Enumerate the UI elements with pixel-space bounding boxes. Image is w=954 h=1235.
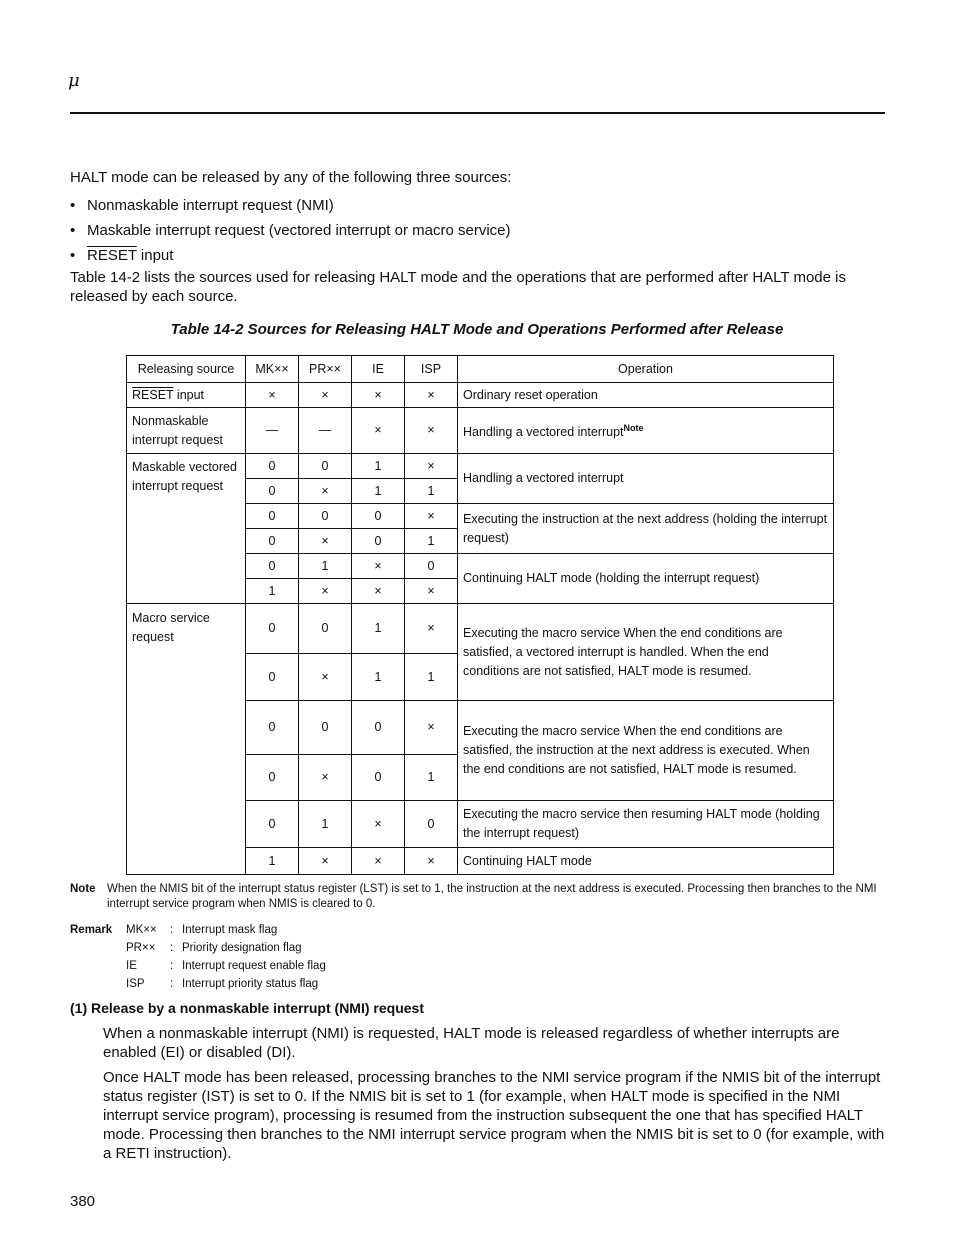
remark-colon: : [170,978,174,990]
page-number: 380 [70,1193,96,1210]
operation: Ordinary reset operation [458,383,834,408]
cell-value: 0 [246,529,299,554]
cell-value: × [405,383,458,408]
cell-value: 0 [352,504,405,529]
reset-suffix: input [173,387,205,402]
remark-key: ISP [126,978,145,990]
table-row [127,604,834,654]
intro-text: HALT mode can be released by any of the following three sources: [70,169,512,186]
cell-value: 1 [352,654,405,701]
cell-value: 0 [299,454,352,479]
cell-value: 0 [299,604,352,654]
cell-value: 1 [352,454,405,479]
reset-signal: RESET [132,387,174,402]
th-operation: Operation [458,356,834,383]
cell-value: × [299,579,352,604]
source-reset [127,383,246,408]
cell-value: 0 [299,504,352,529]
operation: Executing the macro service When the end conditions are satisfied, the instruction at the next address is executed. When the end conditions are not satisfied, HALT mode is resumed. [458,701,834,801]
bullet-nmi [70,196,334,215]
table-intro-text: Table 14-2 lists the sources used for releasing HALT mode and the operations that are performed after HALT mode is released by each source. [70,269,846,305]
operation: Executing the instruction at the next address (holding the interrupt request) [458,504,834,554]
cell-value: × [299,383,352,408]
remark-label: Remark [70,924,113,936]
cell-value: × [352,554,405,579]
cell-value: × [246,383,299,408]
operation: Continuing HALT mode [458,848,834,875]
cell-value: × [405,604,458,654]
cell-value: × [299,479,352,504]
cell-value: × [299,755,352,801]
cell-value: × [405,408,458,454]
cell-value: × [352,408,405,454]
cell-value: 0 [246,801,299,848]
section-paragraph-1: When a nonmaskable interrupt (NMI) is requested, HALT mode is released regardless of whether interrupts are enabled (EI) or disabled (DI). [103,1025,840,1061]
bullet-label: Nonmaskable interrupt request (NMI) [87,197,334,214]
bullet-dot: • [70,197,76,214]
cell-value: 0 [246,654,299,701]
header-rule [70,112,885,114]
cell-value: 0 [352,755,405,801]
remark-item [126,957,326,975]
remark-desc: Interrupt request enable flag [182,960,326,972]
remark-desc: Interrupt mask flag [182,924,278,936]
operation [458,408,834,454]
cell-value: 1 [352,604,405,654]
remark-item [126,975,318,993]
mu-symbol: μ [68,70,80,91]
note-ref: Note [623,422,644,433]
cell-value: × [352,848,405,875]
table-header-row [127,356,834,383]
cell-value: 1 [352,479,405,504]
cell-value: 0 [246,454,299,479]
source-maskable: Maskable vectored interrupt request [127,454,246,604]
cell-value: × [405,579,458,604]
operation: Handling a vectored interrupt [458,454,834,504]
th-isp: ISP [405,356,458,383]
release-table [126,355,834,875]
operation-text: Handling a vectored interrupt [463,425,624,440]
cell-value: × [352,579,405,604]
cell-value: × [299,529,352,554]
table-row [127,408,834,454]
remark-desc: Interrupt priority status flag [182,978,319,990]
remark-colon: : [170,924,174,936]
table-note [70,882,885,910]
cell-value: 0 [246,701,299,755]
cell-value: 0 [352,701,405,755]
cell-value: × [405,848,458,875]
note-text: When the NMIS bit of the interrupt status register (LST) is set to 1, the instruction at the next address is executed. Processing then branches to the NMI interrupt service program when NMIS is cleared to 0. [107,883,877,910]
cell-value: 1 [405,529,458,554]
th-mk: MK×× [246,356,299,383]
bullet-reset [70,246,173,265]
bullet-label: input [136,247,174,264]
cell-value: 1 [405,479,458,504]
cell-value: 1 [299,554,352,579]
bullet-dot: • [70,222,76,239]
cell-value: — [246,408,299,454]
source-macro: Macro service request [127,604,246,875]
remark-key: PR×× [126,942,156,954]
remark-item [126,921,277,939]
cell-value: 0 [246,504,299,529]
remark-key: MK×× [126,924,157,936]
th-pr: PR×× [299,356,352,383]
th-source: Releasing source [127,356,246,383]
cell-value: — [299,408,352,454]
reset-signal: RESET [87,247,137,264]
bullet-label: Maskable interrupt request (vectored interrupt or macro service) [87,222,511,239]
remark-colon: : [170,942,174,954]
cell-value: × [299,848,352,875]
cell-value: 0 [246,755,299,801]
bullet-dot: • [70,247,76,264]
cell-value: 1 [246,579,299,604]
operation: Executing the macro service When the end conditions are satisfied, a vectored interrupt is handled. When the end conditions are not satisfied, HALT mode is resumed. [458,604,834,701]
cell-value: 0 [352,529,405,554]
cell-value: × [405,454,458,479]
remark-item [126,939,302,957]
remark-colon: : [170,960,174,972]
th-ie: IE [352,356,405,383]
operation: Executing the macro service then resuming HALT mode (holding the interrupt request) [458,801,834,848]
section-heading: (1) Release by a nonmaskable interrupt (NMI) request [70,1000,424,1016]
cell-value: 0 [299,701,352,755]
cell-value: 0 [405,554,458,579]
remark-desc: Priority designation flag [182,942,302,954]
cell-value: × [299,654,352,701]
cell-value: 0 [246,604,299,654]
source-nmi: Nonmaskable interrupt request [127,408,246,454]
bullet-maskable [70,221,511,240]
cell-value: 1 [299,801,352,848]
cell-value: 0 [246,554,299,579]
table-row [127,383,834,408]
table-caption: Table 14-2 Sources for Releasing HALT Mode and Operations Performed after Release [170,321,784,338]
operation: Continuing HALT mode (holding the interrupt request) [458,554,834,604]
cell-value: 1 [405,654,458,701]
cell-value: 1 [246,848,299,875]
cell-value: 1 [405,755,458,801]
cell-value: 0 [405,801,458,848]
cell-value: 0 [246,479,299,504]
cell-value: × [405,701,458,755]
section-paragraph-2: Once HALT mode has been released, processing branches to the NMI service program if the NMIS bit of the interrupt status register (IST) is set to 0. If the NMIS bit is set to 1 (for example, when HALT mode is specified in the NMI interrupt service program), processing is resumed from the instruction subsequent the one that has specified HALT mode. Processing then branches to the NMI interrupt service program when the NMIS bit is set to 0 (for example, with a RETI instruction). [103,1069,885,1162]
cell-value: × [352,801,405,848]
note-label: Note [70,883,96,895]
remark-key: IE [126,960,137,972]
cell-value: × [352,383,405,408]
cell-value: × [405,504,458,529]
table-row [127,454,834,479]
